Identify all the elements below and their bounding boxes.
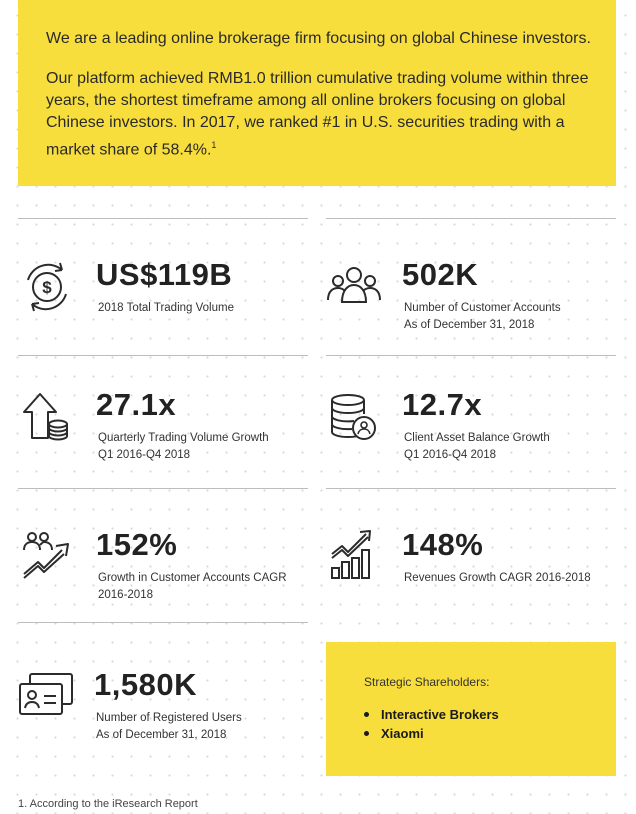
stat-value: 12.7x (402, 387, 483, 422)
stat-desc-line-1: 2018 Total Trading Volume (98, 302, 234, 314)
intro-paragraph-1: We are a leading online brokerage firm focusing on global Chinese investors. (46, 30, 591, 47)
divider-row4-left (18, 622, 308, 623)
intro-paragraph-2 (46, 68, 592, 161)
divider-row3-left (18, 488, 308, 489)
intro-paragraph-2-text: Our platform achieved RMB1.0 trillion cumulative trading volume within three years, the shortest timeframe among all online brokers focusing on global Chinese investors. In 2017, we ranked #1 in U.S. securities trading with a market share of 58.4%. (46, 70, 589, 159)
id-cards-icon (18, 668, 74, 724)
footnote-marker: 1 (211, 140, 217, 150)
users-trend-icon (20, 528, 76, 584)
svg-text:$: $ (42, 278, 52, 297)
stat-value: 148% (402, 527, 484, 562)
stat-desc-line-2: 2016-2018 (98, 589, 153, 601)
divider-top-right (326, 218, 616, 219)
stat-desc-line-1: Growth in Customer Accounts CAGR (98, 572, 287, 584)
stat-description (404, 570, 591, 587)
coin-stack-icon (326, 388, 382, 444)
divider-row2-right (326, 355, 616, 356)
shareholder-name: Interactive Brokers (381, 707, 499, 722)
stat-value: 152% (96, 527, 178, 562)
divider-top-left (18, 218, 308, 219)
shareholder-item (364, 705, 616, 724)
stat-description (404, 430, 550, 464)
arrow-coins-icon (20, 388, 76, 444)
stat-desc-line-1: Client Asset Balance Growth (404, 432, 550, 444)
stat-description (98, 570, 287, 604)
shareholders-list (364, 705, 616, 743)
divider-row2-left (18, 355, 308, 356)
bullet-icon (364, 731, 369, 736)
stat-value: US$119B (96, 257, 233, 292)
stat-desc-line-1: Quarterly Trading Volume Growth (98, 432, 269, 444)
stat-value: 502K (402, 257, 479, 292)
stat-description (98, 300, 234, 317)
users-group-icon (326, 258, 382, 314)
divider-row3-right (326, 488, 616, 489)
strategic-shareholders-box (326, 642, 616, 776)
shareholder-name: Xiaomi (381, 726, 424, 741)
stat-desc-line-1: Number of Registered Users (96, 712, 242, 724)
stat-desc-line-1: Number of Customer Accounts (404, 302, 561, 314)
stat-desc-line-2: As of December 31, 2018 (404, 319, 535, 331)
stat-value: 1,580K (94, 667, 197, 702)
dollar-cycle-icon (20, 258, 76, 314)
footnote: 1. According to the iResearch Report (18, 798, 198, 810)
stat-desc-line-2: Q1 2016-Q4 2018 (98, 449, 191, 461)
stat-desc-line-2: As of December 31, 2018 (96, 729, 227, 741)
intro-banner (18, 0, 616, 186)
shareholders-heading: Strategic Shareholders: (364, 675, 490, 689)
stat-desc-line-1: Revenues Growth CAGR 2016-2018 (404, 572, 591, 584)
stat-desc-line-2: Q1 2016-Q4 2018 (404, 449, 497, 461)
stat-description (96, 710, 242, 744)
bar-chart-growth-icon (326, 528, 382, 584)
bullet-icon (364, 712, 369, 717)
stat-description (404, 300, 561, 334)
stat-value: 27.1x (96, 387, 177, 422)
stat-description (98, 430, 269, 464)
shareholder-item (364, 724, 616, 743)
